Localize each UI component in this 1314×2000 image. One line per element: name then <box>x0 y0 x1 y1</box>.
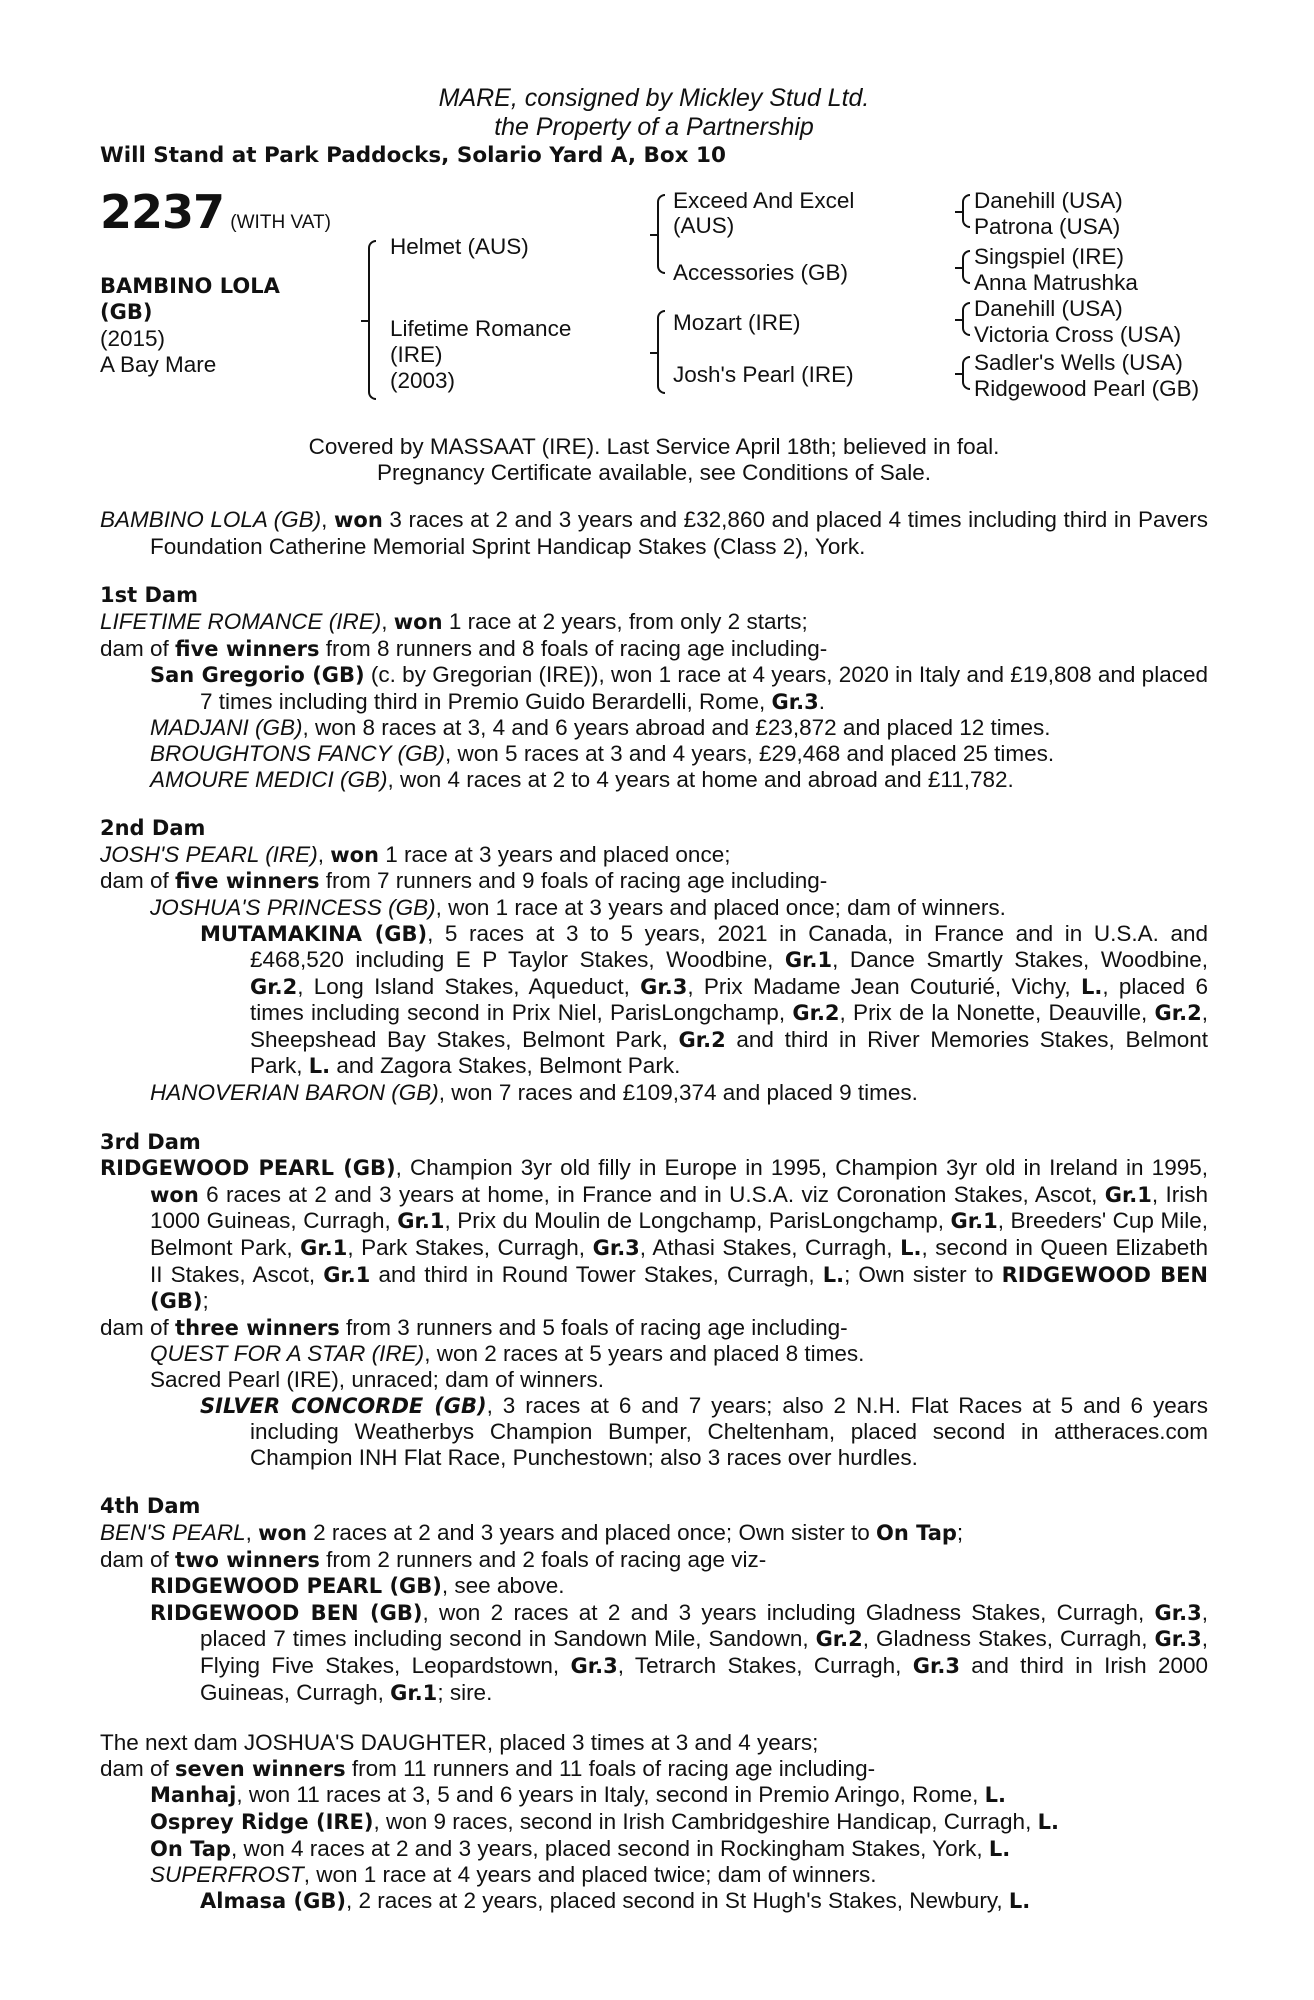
runners-text: from 2 runners and 2 foals of racing age viz- <box>319 1546 767 1572</box>
produce-text: , placed 6 times including second in Prix Niel, ParisLongchamp, <box>250 973 1208 1026</box>
produce-item: Sacred Pearl (IRE), unraced; dam of winners. <box>150 1367 604 1392</box>
second-dam-record: JOSH'S PEARL (IRE), won 1 race at 3 years and placed once; <box>100 841 731 867</box>
brace-5 <box>962 250 970 284</box>
first-dam-name: LIFETIME ROMANCE (IRE) <box>100 608 382 634</box>
winners-count: three winners <box>175 1315 340 1340</box>
record-text: and third in Round Tower Stakes, Curragh, <box>370 1261 823 1287</box>
grand-produce-item <box>100 921 1208 1081</box>
won-label: won <box>334 508 383 533</box>
grade-label: Gr.3 <box>1154 1627 1202 1652</box>
runners-text: from 3 runners and 5 foals of racing age including- <box>339 1314 848 1340</box>
grade-label: Gr.2 <box>815 1627 863 1652</box>
listed-label: L. <box>900 1236 922 1261</box>
produce-item <box>100 1782 1208 1809</box>
first-dam-text: 1 race at 2 years, from only 2 starts; <box>442 608 808 634</box>
record-text: , Park Stakes, Curragh, <box>347 1235 593 1261</box>
grade-label: Gr.1 <box>300 1236 348 1261</box>
brace-7 <box>962 356 970 390</box>
dam-of: dam of <box>100 1314 176 1340</box>
runners-text: from 11 runners and 11 foals of racing age including- <box>345 1755 876 1781</box>
produce-item <box>100 1341 1208 1367</box>
produce-text: , won 4 races at 2 and 3 years, placed second in Rockingham Stakes, York, <box>230 1835 989 1861</box>
summary-horse-name: BAMBINO LOLA (GB) <box>100 507 322 533</box>
winners-count: five winners <box>175 869 320 894</box>
record-text: ; <box>956 1519 964 1545</box>
produce-item <box>100 895 1208 921</box>
produce-text: , won 11 races at 3, 5 and 6 years in Italy, second in Premio Aringo, Rome, <box>236 1782 985 1808</box>
record-text: , Athasi Stakes, Curragh, <box>639 1235 901 1261</box>
dam-of: dam of <box>100 635 176 661</box>
brace-6 <box>962 302 970 336</box>
produce-text: , Dance Smartly Stakes, Woodbine, <box>832 947 1208 973</box>
fourth-dam-heading: 4th Dam <box>100 1494 201 1519</box>
produce-item <box>100 741 1208 767</box>
produce-text: , placed 7 times including second in Sandown Mile, Sandown, <box>200 1599 1208 1652</box>
grade-label: Gr.3 <box>912 1653 960 1678</box>
winners-count: two winners <box>175 1547 320 1572</box>
produce-name: RIDGEWOOD PEARL (GB) <box>150 1574 442 1599</box>
gp-8: Ridgewood Pearl (GB) <box>974 376 1200 401</box>
record-text: 2 races at 2 and 3 years and placed once; Own sister to <box>306 1519 876 1545</box>
gp-5: Danehill (USA) <box>974 296 1123 321</box>
first-dam-heading: 1st Dam <box>100 583 198 608</box>
won-label: won <box>150 1182 199 1207</box>
grade-label: Gr.3 <box>592 1236 640 1261</box>
second-dam-text: 1 race at 3 years and placed once; <box>378 841 731 867</box>
produce-name: BROUGHTONS FANCY (GB) <box>150 740 446 766</box>
won-label: won <box>258 1520 307 1545</box>
runners-text: from 8 runners and 8 foals of racing age including- <box>319 635 828 661</box>
foaling-year: (2015) <box>100 326 166 351</box>
dam-sire: Mozart (IRE) <box>673 310 801 335</box>
produce-text: , won 2 races at 2 and 3 years including Gladness Stakes, Curragh, <box>422 1599 1155 1625</box>
listed-label: L. <box>308 1054 331 1079</box>
fourth-dam-section <box>100 1494 1208 1706</box>
lot-number: 2237 <box>100 185 225 239</box>
listed-label: L. <box>1037 1809 1059 1834</box>
brace-3 <box>657 310 665 394</box>
produce-text: , won 1 race at 3 years and placed once; dam of winners. <box>435 894 1006 920</box>
fourth-dam-produce <box>100 1547 1208 1574</box>
grade-label: Gr.2 <box>678 1027 726 1052</box>
lot-number-block <box>100 185 331 239</box>
record-text: ; <box>202 1288 209 1314</box>
produce-text: , won 2 races at 5 years and placed 8 times. <box>424 1341 865 1367</box>
brace-1 <box>368 240 376 400</box>
summary-text: 3 races at 2 and 3 years and £32,860 and placed 4 times including third in Pavers Foundation Catherine Memorial Sprint Handicap Stakes (Class 2), York. <box>150 507 1208 559</box>
grade-label: Gr.3 <box>640 974 688 999</box>
sire-sire: Exceed And Excel <box>673 188 855 213</box>
second-dam-heading: 2nd Dam <box>100 816 206 841</box>
winners-count: five winners <box>175 636 320 661</box>
next-dam-record: The next dam JOSHUA'S DAUGHTER, placed 3 times at 3 and 4 years; <box>100 1730 819 1756</box>
dam-of: dam of <box>100 1546 176 1572</box>
produce-item <box>100 1573 1208 1600</box>
gp-3: Singspiel (IRE) <box>974 244 1125 269</box>
record-text: ; Own sister to <box>844 1261 1002 1287</box>
third-dam-heading: 3rd Dam <box>100 1129 201 1154</box>
produce-text: , Sheepshead Bay Stakes, Belmont Park, <box>250 1000 1208 1052</box>
vat-note: (WITH VAT) <box>230 212 331 233</box>
covered-note <box>100 434 1208 485</box>
certificate-line: Pregnancy Certificate available, see Conditions of Sale. <box>376 459 932 485</box>
dam-dam: Josh's Pearl (IRE) <box>673 362 854 387</box>
produce-name: SILVER CONCORDE (GB) <box>200 1393 487 1418</box>
produce-text: , Flying Five Stakes, Leopardstown, <box>200 1626 1208 1678</box>
horse-summary: BAMBINO LOLA (GB), won 3 races at 2 and 3 years and £32,860 and placed 4 times including third in Pavers Foundation Catherine Memorial Sprint Handicap Stakes (Class 2), York. <box>100 507 1208 559</box>
grade-label: Gr.3 <box>771 689 819 714</box>
sire: Helmet (AUS) <box>390 234 529 259</box>
produce-item <box>100 1862 1208 1888</box>
sister-name: On Tap <box>875 1520 957 1545</box>
produce-text: , won 4 races at 2 to 4 years at home and abroad and £11,782. <box>387 766 1014 792</box>
dam-of: dam of <box>100 868 176 894</box>
produce-name: MUTAMAKINA (GB) <box>200 921 428 946</box>
grade-label: Gr.1 <box>390 1680 438 1705</box>
produce-item <box>100 1809 1208 1836</box>
produce-text: , 5 races at 3 to 5 years, 2021 in Canada, in France and in U.S.A. and £468,520 including E P Taylor Stakes, Woodbine, <box>250 920 1208 973</box>
produce-text: ; sire. <box>437 1679 493 1705</box>
produce-item <box>100 767 1208 793</box>
third-dam-section <box>100 1130 1208 1471</box>
produce-text: , 3 races at 6 and 7 years; also 2 N.H. Flat Races at 5 and 6 years including Weatherbys Champion Bumper, Cheltenham, placed second in attheraces.com Champion INH Flat Race, Punchestown; also 3 races over hurdles. <box>250 1392 1208 1470</box>
stand-location: Will Stand at Park Paddocks, Solario Yard A, Box 10 <box>100 143 726 168</box>
produce-text: , won 1 race at 4 years and placed twice; dam of winners. <box>303 1862 877 1888</box>
produce-text: (c. by Gregorian (IRE)), won 1 race at 4 years, 2020 in Italy and £19,808 and placed 7 times including third in Premio Guido Berardelli, Rome, <box>200 662 1208 714</box>
produce-text: , Prix de la Nonette, Deauville, <box>839 1000 1155 1026</box>
grand-produce-item <box>100 1888 1208 1915</box>
fourth-dam-record <box>100 1520 1208 1547</box>
record-text: , second in Queen Elizabeth II Stakes, Ascot, <box>150 1235 1209 1287</box>
runners-text: from 7 runners and 9 foals of racing age including- <box>319 868 828 894</box>
won-label: won <box>330 842 379 867</box>
dam: Lifetime Romance <box>390 316 572 341</box>
produce-text: and third in River Memories Stakes, Belmont Park, <box>250 1026 1208 1079</box>
listed-label: L. <box>822 1262 845 1287</box>
produce-end: . <box>818 688 825 714</box>
grade-label: Gr.1 <box>950 1209 998 1234</box>
produce-text: , won 5 races at 3 and 4 years, £29,468 and placed 25 times. <box>445 740 1055 766</box>
listed-label: L. <box>1008 1888 1031 1913</box>
produce-text: , Gladness Stakes, Curragh, <box>862 1626 1155 1652</box>
gp-1: Danehill (USA) <box>974 188 1123 213</box>
grade-label: Gr.3 <box>1154 1600 1202 1625</box>
listed-label: L. <box>984 1783 1007 1808</box>
gp-7: Sadler's Wells (USA) <box>974 350 1183 375</box>
produce-item <box>100 662 1208 715</box>
dam-year: (2003) <box>390 368 456 393</box>
listed-label: L. <box>1080 974 1103 999</box>
sister-name: RIDGEWOOD BEN (GB) <box>150 1262 1208 1314</box>
third-dam-name: RIDGEWOOD PEARL (GB) <box>100 1156 396 1181</box>
record-text: 6 races at 2 and 3 years at home, in France and in U.S.A. viz Coronation Stakes, Ascot, <box>198 1181 1105 1207</box>
horse-name: BAMBINO LOLA <box>100 274 280 298</box>
dam-country: (IRE) <box>390 342 443 367</box>
horse-name-country: (GB) <box>100 300 153 324</box>
second-dam-section <box>100 816 1208 1106</box>
produce-item <box>100 715 1208 741</box>
gp-4: Anna Matrushka <box>974 270 1138 295</box>
listed-label: L. <box>988 1836 1011 1861</box>
produce-name: RIDGEWOOD BEN (GB) <box>150 1600 423 1625</box>
horse-description: A Bay Mare <box>100 352 217 377</box>
grade-label: Gr.2 <box>250 974 298 999</box>
grade-label: Gr.1 <box>323 1262 371 1287</box>
produce-text: , won 9 races, second in Irish Cambridgeshire Handicap, Curragh, <box>373 1808 1038 1834</box>
grade-label: Gr.2 <box>1154 1001 1202 1026</box>
brace-4 <box>962 194 970 228</box>
record-text: , Irish 1000 Guineas, Curragh, <box>150 1181 1208 1234</box>
sire-sire-country: (AUS) <box>673 213 735 238</box>
grade-label: Gr.2 <box>792 1001 840 1026</box>
record-text: , <box>245 1519 259 1545</box>
fourth-dam-name: BEN'S PEARL <box>100 1519 246 1545</box>
brace-2 <box>657 194 665 274</box>
second-dam-produce <box>100 868 1208 895</box>
record-text: , Prix du Moulin de Longchamp, ParisLongchamp, <box>444 1208 951 1234</box>
produce-name: Manhaj <box>150 1783 237 1808</box>
produce-text: , Prix Madame Jean Couturié, Vichy, <box>687 973 1081 999</box>
produce-name: AMOURE MEDICI (GB) <box>150 766 388 792</box>
gp-2: Patrona (USA) <box>974 214 1121 239</box>
grade-label: Gr.3 <box>570 1653 618 1678</box>
produce-item <box>100 1080 1208 1106</box>
produce-item <box>100 1836 1208 1863</box>
pedigree-table <box>100 185 1208 430</box>
first-dam-record: LIFETIME ROMANCE (IRE), won 1 race at 2 years, from only 2 starts; <box>100 608 808 634</box>
sire-dam: Accessories (GB) <box>673 260 849 285</box>
grade-label: Gr.1 <box>784 948 833 973</box>
third-dam-produce <box>100 1315 1208 1342</box>
catalogue-page <box>100 84 1208 1914</box>
gp-6: Victoria Cross (USA) <box>974 322 1182 347</box>
covered-line: Covered by MASSAAT (IRE). Last Service April 18th; believed in foal. <box>308 434 1000 459</box>
won-label: won <box>393 609 443 634</box>
produce-text: , Long Island Stakes, Aqueduct, <box>297 973 641 999</box>
property-line: the Property of a Partnership <box>494 113 814 141</box>
third-dam-record <box>100 1155 1208 1315</box>
lot-header <box>100 84 1208 170</box>
produce-name: Osprey Ridge (IRE) <box>150 1809 374 1834</box>
grand-produce-item <box>100 1393 1208 1471</box>
produce-text: and third in Irish 2000 Guineas, Curragh, <box>200 1652 1209 1705</box>
produce-text: , 2 races at 2 years, placed second in St Hugh's Stakes, Newbury, <box>345 1887 1009 1913</box>
produce-name: On Tap <box>150 1836 231 1861</box>
record-text: , Breeders' Cup Mile, Belmont Park, <box>150 1208 1208 1261</box>
produce-name: SUPERFROST <box>150 1862 304 1888</box>
winners-count: seven winners <box>175 1756 346 1781</box>
produce-text: , won 7 races and £109,374 and placed 9 times. <box>438 1080 918 1106</box>
grade-label: Gr.1 <box>397 1209 445 1234</box>
grade-label: Gr.1 <box>1104 1182 1152 1207</box>
next-dam-section <box>100 1730 1208 1914</box>
produce-name: Almasa (GB) <box>200 1888 346 1913</box>
produce-text: , Tetrarch Stakes, Curragh, <box>617 1652 913 1678</box>
produce-text: and Zagora Stakes, Belmont Park. <box>330 1053 681 1079</box>
produce-text: , see above. <box>441 1573 565 1599</box>
dam-of: dam of <box>100 1755 176 1781</box>
record-text: , Champion 3yr old filly in Europe in 1995, Champion 3yr old in Ireland in 1995, <box>395 1155 1208 1181</box>
first-dam-section <box>100 583 1208 792</box>
produce-name: MADJANI (GB) <box>150 715 303 741</box>
second-dam-name: JOSH'S PEARL (IRE) <box>100 841 318 867</box>
consignor-line: MARE, consigned by Mickley Stud Ltd. <box>438 84 870 112</box>
produce-name: JOSHUA'S PRINCESS (GB) <box>150 894 436 920</box>
produce-name: San Gregorio (GB) <box>150 663 365 688</box>
next-dam-produce <box>100 1756 1208 1783</box>
produce-text: , won 8 races at 3, 4 and 6 years abroad and £23,872 and placed 12 times. <box>302 715 1051 741</box>
produce-name: HANOVERIAN BARON (GB) <box>150 1080 439 1106</box>
produce-name: QUEST FOR A STAR (IRE) <box>150 1341 425 1367</box>
first-dam-produce <box>100 636 1208 663</box>
produce-item <box>100 1600 1208 1706</box>
